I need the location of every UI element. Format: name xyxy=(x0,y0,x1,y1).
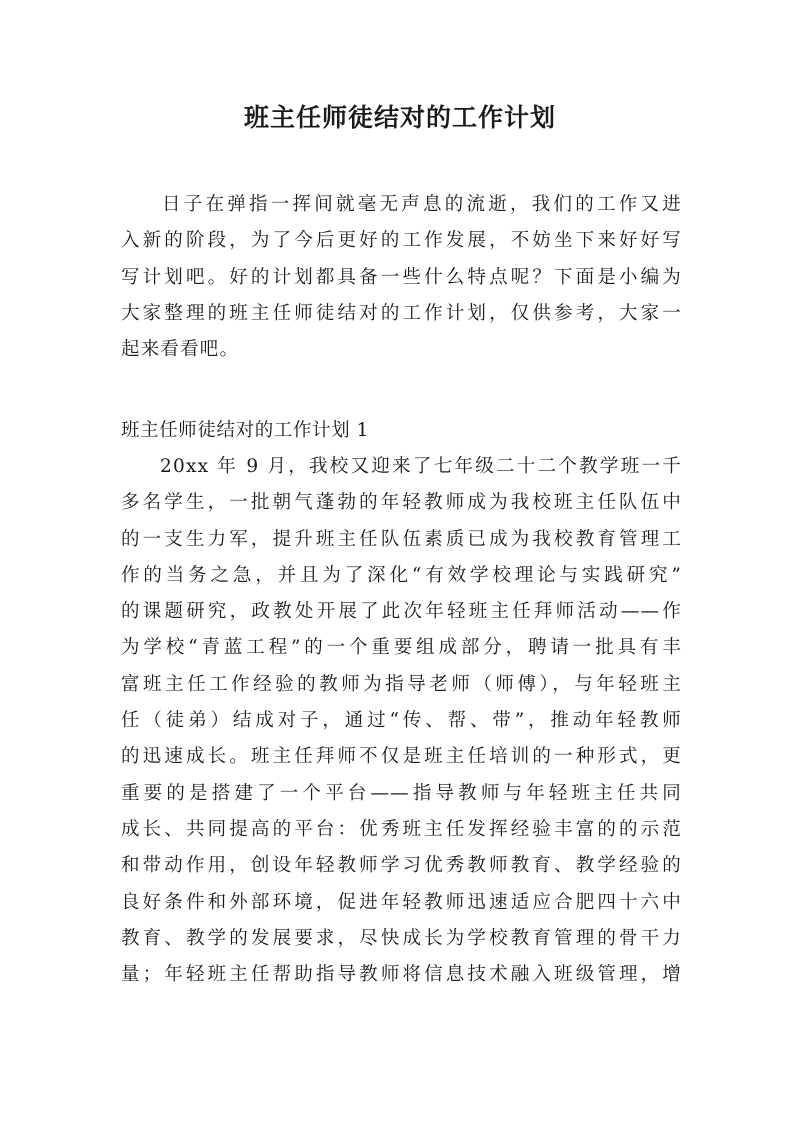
section-line: 的一支生力军，提升班主任队伍素质已成为我校教育管理工 xyxy=(121,528,682,550)
intro-line: 起来看看吧。 xyxy=(121,339,240,361)
intro-line: 大家整理的班主任师徒结对的工作计划，仅供参考，大家一 xyxy=(121,302,682,324)
section-line: 和带动作用，创设年轻教师学习优秀教师教育、教学经验的 xyxy=(121,855,682,877)
section-line: 良好条件和外部环境，促进年轻教师迅速适应合肥四十六中 xyxy=(121,891,682,913)
section-line: 为学校“青蓝工程”的一个重要组成部分，聘请一批具有丰 xyxy=(121,637,682,659)
intro-line: 入新的阶段，为了今后更好的工作发展，不妨坐下来好好写 xyxy=(121,230,682,252)
section-line: 重要的是搭建了一个平台——指导教师与年轻班主任共同 xyxy=(121,782,682,804)
section-line: 的课题研究，政教处开展了此次年轻班主任拜师活动——作 xyxy=(121,601,682,623)
section-line: 成长、共同提高的平台：优秀班主任发挥经验丰富的的示范 xyxy=(121,818,682,840)
section-line: 量；年轻班主任帮助指导教师将信息技术融入班级管理，增 xyxy=(121,964,682,986)
intro-line: 日子在弹指一挥间就毫无声息的流逝，我们的工作又进 xyxy=(160,194,682,215)
section-line: 任（徒弟）结成对子，通过“传、帮、带”，推动年轻教师 xyxy=(121,710,682,732)
section-line: 作的当务之急，并且为了深化“有效学校理论与实践研究” xyxy=(121,564,682,586)
document-title: 班主任师徒结对的工作计划 xyxy=(243,103,556,132)
section-line: 20xx 年 9 月，我校又迎来了七年级二十二个教学班一千 xyxy=(160,456,682,477)
section-line: 教育、教学的发展要求，尽快成长为学校教育管理的骨干力 xyxy=(121,927,682,949)
section-line: 富班主任工作经验的教师为指导老师（师傅），与年轻班主 xyxy=(121,673,682,695)
section-line: 多名学生，一批朝气蓬勃的年轻教师成为我校班主任队伍中 xyxy=(121,492,682,514)
section-paragraph xyxy=(121,449,682,993)
section-line: 的迅速成长。班主任拜师不仅是班主任培训的一种形式，更 xyxy=(121,746,682,768)
intro-paragraph xyxy=(121,187,682,368)
section-heading: 班主任师徒结对的工作计划 1 xyxy=(121,420,370,441)
intro-line: 写计划吧。好的计划都具备一些什么特点呢？下面是小编为 xyxy=(121,266,682,288)
